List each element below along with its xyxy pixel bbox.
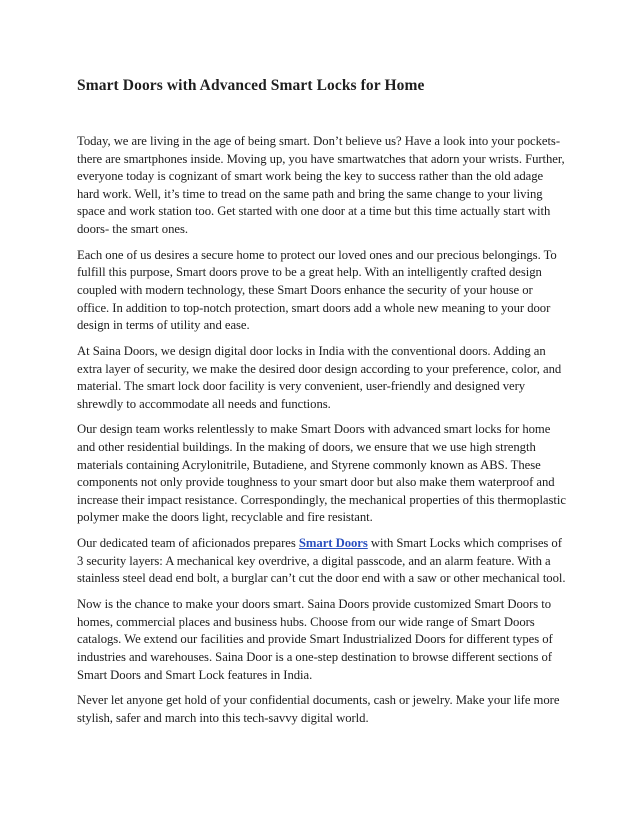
paragraph-saina-doors: At Saina Doors, we design digital door locks in India with the conventional doors. Adding an extra layer of security, we make the desired door design according to your preference, color, and material. The smart lock door facility is very convenient, user-friendly and designed very shrewdly to accommodate all needs and functions. [77,343,562,411]
smart-doors-link[interactable]: Smart Doors [298,536,368,551]
paragraph-security: Each one of us desires a secure home to protect our loved ones and our precious belongings. To fulfill this purpose, Smart doors prove to be a great help. With an intelligently crafted design coupled with modern technology, these Smart Doors enhance the security of your house or office. In addition to top-notch protection, smart doors add a whole new meaning to your door design in terms of utility and ease. [77,247,557,333]
paragraph-text-after-link: with Smart Locks which comprises of 3 security layers: A mechanical key overdrive, a digital passcode, and an alarm feature. With a stainless steel dead end bolt, a burglar can’t cut the door end with a saw or other mechanical tool. [77,536,566,586]
paragraph-customized: Now is the chance to make your doors smart. Saina Doors provide customized Smart Doors to homes, commercial places and business hubs. Choose from our wide range of Smart Doors catalogs. We extend our facilities and provide Smart Industrialized Doors for different types of industries and warehouses. Saina Door is a one-step destination to browse different sections of Smart Doors and Smart Lock features in India. [77,597,553,682]
paragraph-text-before-link: Our dedicated team of aficionados prepares [77,536,299,551]
paragraph-intro: Today, we are living in the age of being smart. Don’t believe us? Have a look into your pockets- there are smartphones inside. Moving up, you have smartwatches that adorn your wrists. Further, everyone today is cognizant of smart work being the key to success rather than the old adage hard work. Well, it’s time to tread on the same path and bring the same change to your living space and work station too. Get started with one door at a time but this time actually start with doors- the smart ones. [77,134,565,236]
paragraph-materials: Our design team works relentlessly to make Smart Doors with advanced smart locks for home and other residential buildings. In the making of doors, we ensure that we use high strength materials containing Acrylonitrile, Butadiene, and Styrene commonly known as ABS. These components not only provide toughness to your smart door but also make them waterproof and increase their impact resistance. Correspondingly, the mechanical properties of this thermoplastic polymer make the doors light, recyclable and fire resistant. [77,422,566,525]
paragraph-security-layers [77,535,566,588]
document-title: Smart Doors with Advanced Smart Locks for Home [77,77,425,94]
paragraph-closing: Never let anyone get hold of your confidential documents, cash or jewelry. Make your life more stylish, safer and march into this tech-savvy digital world. [77,693,560,725]
